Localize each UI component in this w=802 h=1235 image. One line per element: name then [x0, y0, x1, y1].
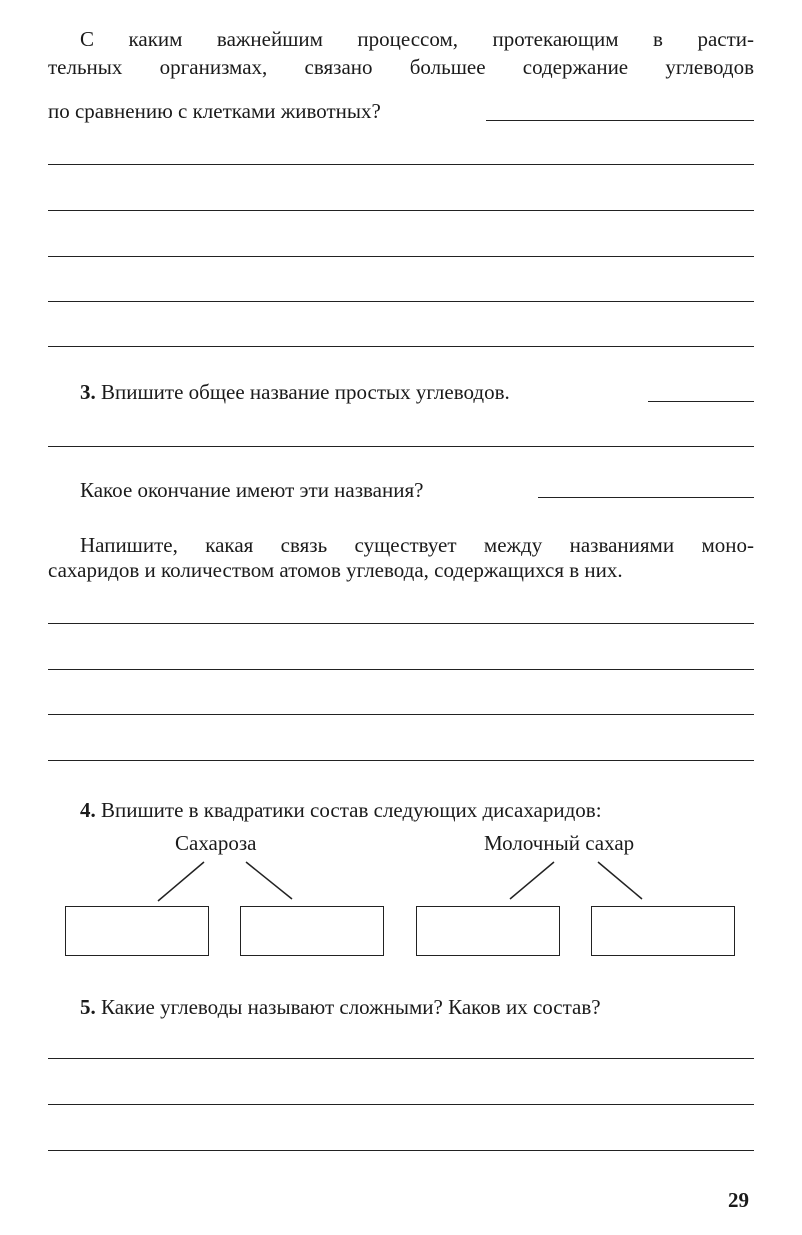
- q3-relation-answer-line[interactable]: [48, 760, 754, 761]
- q2-answer-line[interactable]: [48, 256, 754, 257]
- q4-answer-box-sucrose-1[interactable]: [65, 906, 209, 956]
- q4-connector-line: [158, 862, 204, 901]
- q4-prompt: Впишите в квадратики состав следующих дисахаридов:: [101, 798, 602, 822]
- q3-relation-line-2: сахаридов и количеством атомов углевода, содержащихся в них.: [48, 558, 623, 582]
- q2-answer-line[interactable]: [48, 164, 754, 165]
- q3-answer-line[interactable]: [48, 446, 754, 447]
- q5-prompt: Какие углеводы называют сложными? Каков их состав?: [101, 995, 601, 1019]
- q4-answer-box-lactose-2[interactable]: [591, 906, 735, 956]
- q4-connector-line: [598, 862, 642, 899]
- q2-text-line-3: по сравнению с клетками животных?: [48, 99, 381, 123]
- q3-ending-question: Какое окончание имеют эти названия?: [80, 478, 424, 502]
- q2-answer-line[interactable]: [48, 301, 754, 302]
- q5-answer-line[interactable]: [48, 1150, 754, 1151]
- q2-text-line-2: тельных организмах, связано большее содержание углеводов: [48, 55, 754, 79]
- q5-answer-line[interactable]: [48, 1058, 754, 1059]
- q5-number: 5.: [80, 995, 96, 1019]
- q4-connector-line: [510, 862, 554, 899]
- q3-relation-line-1: Напишите, какая связь существует между названиями моно-: [80, 533, 754, 557]
- q3-relation-answer-line[interactable]: [48, 623, 754, 624]
- q4-number: 4.: [80, 798, 96, 822]
- q3-ending-answer-line[interactable]: [538, 497, 754, 498]
- page-number: 29: [728, 1188, 749, 1212]
- q5-answer-line[interactable]: [48, 1104, 754, 1105]
- q4-answer-box-sucrose-2[interactable]: [240, 906, 384, 956]
- q3-heading: [80, 379, 510, 405]
- q3-number: 3.: [80, 380, 96, 404]
- q2-answer-line-inline[interactable]: [486, 120, 754, 121]
- q2-answer-line[interactable]: [48, 346, 754, 347]
- q3-relation-answer-line[interactable]: [48, 669, 754, 670]
- q3-answer-line-inline[interactable]: [648, 401, 754, 402]
- q4-heading: [80, 797, 602, 823]
- q4-label-lactose: Молочный сахар: [484, 831, 635, 855]
- q4-connector-line: [246, 862, 292, 899]
- q3-relation-answer-line[interactable]: [48, 714, 754, 715]
- q2-text-line-1: С каким важнейшим процессом, протекающим в расти-: [80, 27, 754, 51]
- q4-label-sucrose: Сахароза: [175, 831, 257, 855]
- q5-heading: [80, 994, 601, 1020]
- q3-prompt: Впишите общее название простых углеводов.: [101, 380, 510, 404]
- q2-answer-line[interactable]: [48, 210, 754, 211]
- q4-answer-box-lactose-1[interactable]: [416, 906, 560, 956]
